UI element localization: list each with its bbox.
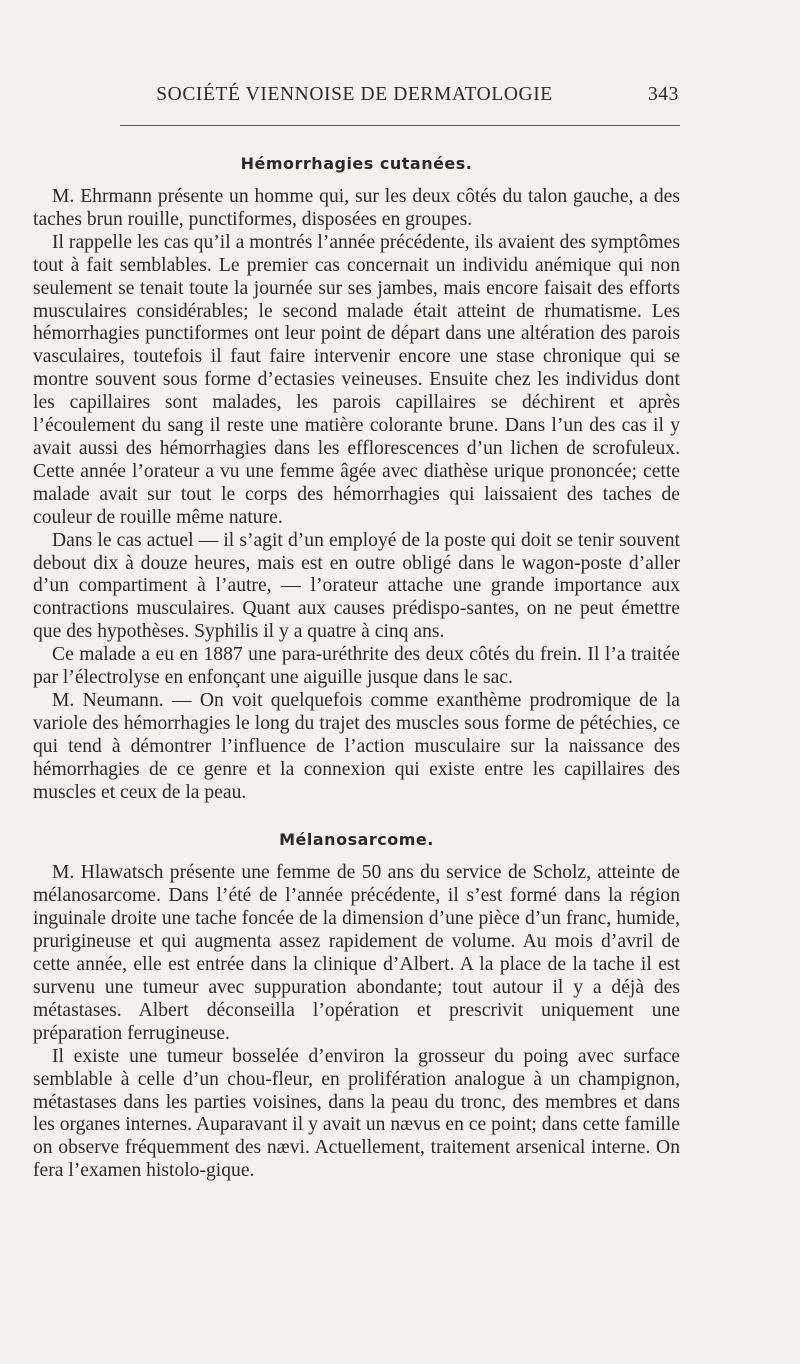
paragraph-ehrmann-intro: M. Ehrmann présente un homme qui, sur les deux côtés du talon gauche, a des taches brun rouille, punctiformes, disposées en groupes. bbox=[33, 186, 680, 230]
paragraph-tumeur: Il existe une tumeur bosselée d’environ la grosseur du poing avec surface semblable à celle d’un chou-fleur, en prolifération analogue à un champignon, métastases dans les parties voisines, dans la peau du tronc, des membres et dans les organes internes. Auparavant il y avait un nævus en ce point; dans cette famille on observe fréquemment des nævi. Actuellement, traitement arsenical interne. On fera l’examen histolo-gique. bbox=[33, 1045, 680, 1182]
paragraph-current-case: Dans le cas actuel — il s’agit d’un employé de la poste qui doit se tenir souvent debout dix à douze heures, mais est en outre obligé dans le wagon-poste d’aller d’un compartiment à l’autre, — l’orateur attache une grande importance aux contractions musculaires. Quant aux causes prédispo-santes, on ne peut émettre que des hypothèses. Syphilis il y a quatre à cinq ans. bbox=[33, 529, 680, 643]
paragraph-para-urethrite: Ce malade a eu en 1887 une para-uréthrite des deux côtés du frein. Il l’a traitée par l’électrolyse en enfonçant une aiguille jusque dans le sac. bbox=[33, 644, 680, 689]
section-gap bbox=[33, 804, 680, 818]
running-header bbox=[30, 84, 679, 114]
header-rule bbox=[120, 125, 680, 126]
section-heading-hemorrhagies: Hémorrhagies cutanées. bbox=[240, 154, 473, 173]
paragraph-hlawatsch: M. Hlawatsch présente une femme de 50 ans du service de Scholz, atteinte de mélanosarcome. Dans l’été de l’année précédente, il s’est formé dans la région inguinale droite une tache foncée de la dimension d’une pièce d’un franc, humide, prurigineuse et qui augmenta assez rapidement de volume. Au mois d’avril de cette année, elle est entrée dans la clinique d’Albert. A la place de la tache il est survenu une tumeur avec suppuration abondante; tout autour il y a déjà des métastases. Albert déconseilla l’opération et prescrivit uniquement une préparation ferrugineuse. bbox=[33, 862, 680, 1044]
section-heading-melanosarcome: Mélanosarcome. bbox=[279, 830, 434, 850]
paragraph-previous-cases: Il rappelle les cas qu’il a montrés l’année précédente, ils avaient des symptômes tout à fait semblables. Le premier cas concernait un individu anémique qui non seulement se tenait toute la journée sur ses jambes, mais encore faisait des efforts musculaires considérables; le second malade était atteint de rhumatisme. Les hémorrhagies punctiformes ont leur point de départ dans une altération des parois vasculaires, toutefois il faut faire intervenir encore une stase chronique qui se montre souvent sous forme d’ectasies veineuses. Ensuite chez les individus dont les capillaires sont malades, les parois capillaires se déchirent et après l’écoulement du sang il reste une matière colorante brune. Dans l’un des cas il y avait aussi des hémorrhagies dans les efflorescences d’un lichen de scrofuleux. Cette année l’orateur a vu une femme âgée avec diathèse urique prononcée; cette malade avait sur tout le corps des hémorrhagies qui laissaient des taches de couleur de rouille même nature. bbox=[33, 231, 680, 528]
running-title: SOCIÉTÉ VIENNOISE DE DERMATOLOGIE bbox=[156, 84, 553, 105]
body-text bbox=[33, 142, 680, 1183]
page-number: 343 bbox=[647, 84, 679, 105]
paragraph-neumann: M. Neumann. — On voit quelquefois comme exanthème prodromique de la variole des hémorrhagies le long du trajet des muscles sous forme de pétéchies, ce qui tend à démontrer l’influence de l’action musculaire sur la naissance des hémorrhagies de ce genre et la connexion qui existe entre les capillaires des muscles et ceux de la peau. bbox=[33, 689, 680, 803]
